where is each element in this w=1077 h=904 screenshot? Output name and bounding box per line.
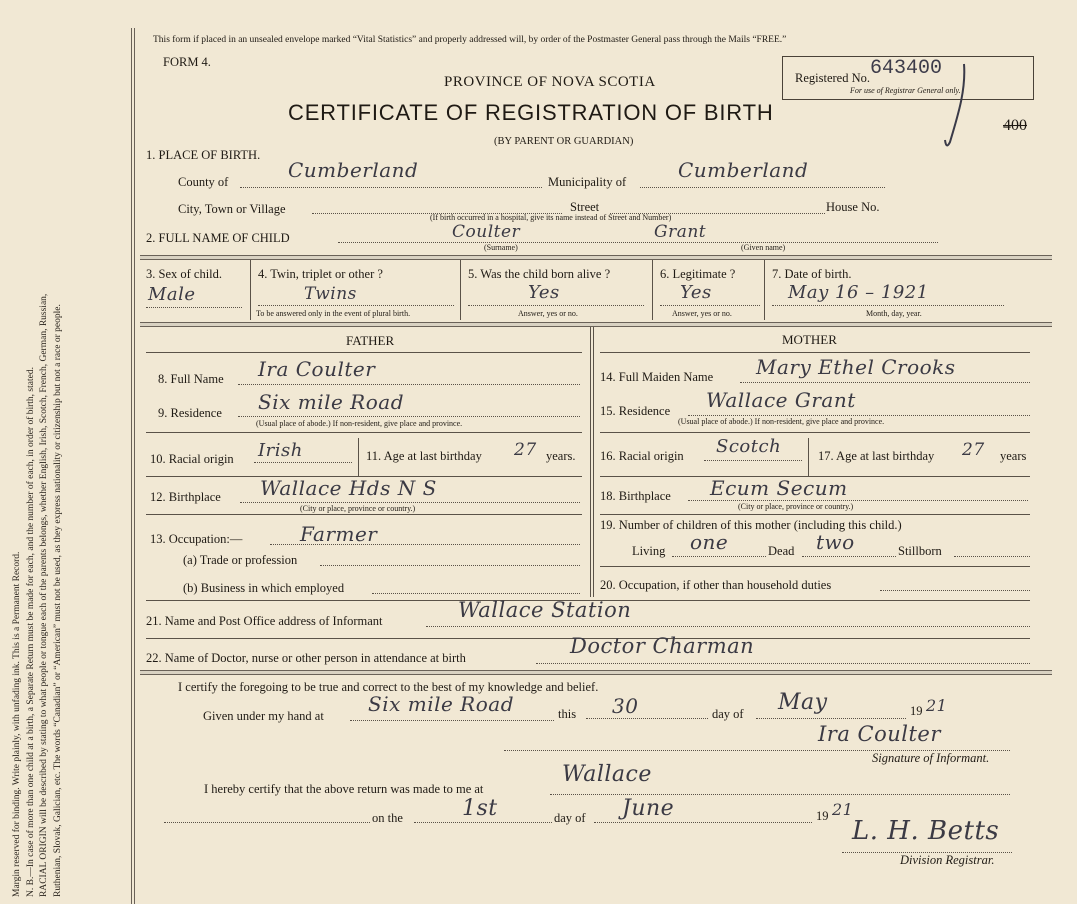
margin-notes [11,77,65,897]
given-name-caption: (Given name) [741,243,786,252]
street-label: Street [570,200,600,214]
born-alive-note: Answer, yes or no. [518,309,578,318]
business-label: (b) Business in which employed [183,581,345,595]
surname-caption: (Surname) [484,243,518,252]
child-surname: Coulter [452,222,521,242]
province-heading: PROVINCE OF NOVA SCOTIA [444,74,656,90]
father-name-label: 8. Full Name [158,372,224,386]
certify-day-of-label: day of [712,707,744,721]
municipality-value: Cumberland [678,158,809,182]
registrar-day-of-label: day of [554,811,586,825]
registrar-note: For use of Registrar General only. [850,86,961,95]
mother-birthplace: Ecum Secum [710,476,848,500]
house-no-label: House No. [826,200,880,214]
registrar-year-prefix: 19 [816,809,829,823]
registered-label: Registered No. [795,71,870,85]
date-of-birth-value: May 16 – 1921 [788,282,929,303]
county-label: County of [178,175,229,189]
dead-value: two [816,530,855,554]
certify-month: May [778,690,828,715]
mother-residence-note: (Usual place of abode.) If non-resident, give place and province. [678,417,885,426]
children-count-label: 19. Number of children of this mother (including this child.) [600,518,902,532]
registrar-place: Wallace [562,762,652,787]
father-racial: Irish [258,440,303,461]
place-of-birth-label: 1. PLACE OF BIRTH. [146,148,261,162]
father-birthplace: Wallace Hds N S [260,476,437,500]
father-birthplace-label: 12. Birthplace [150,490,221,504]
legitimate-label: 6. Legitimate ? [660,267,736,281]
certificate-subtitle: (BY PARENT OR GUARDIAN) [494,136,634,147]
mailing-notice: This form if placed in an unsealed envelope marked “Vital Statistics” and properly addressed will, by order of the Postmaster General pass through the Mails “FREE.” [153,35,787,45]
registrar-day: 1st [462,796,498,821]
this-label: this [558,707,577,721]
registrar-statement: I hereby certify that the above return was made to me at [204,782,484,796]
certify-day: 30 [612,694,639,718]
living-label: Living [632,544,666,558]
mother-birthplace-note: (City or place, province or country.) [738,502,854,511]
born-alive-value: Yes [528,282,560,303]
mother-racial-label: 16. Racial origin [600,449,684,463]
mother-birthplace-label: 18. Birthplace [600,489,671,503]
father-age: 27 [514,440,537,460]
twin-note: To be answered only in the event of plural birth. [256,309,411,318]
mother-occupation-label: 20. Occupation, if other than household duties [600,578,832,592]
born-alive-label: 5. Was the child born alive ? [468,267,611,281]
father-residence-label: 9. Residence [158,406,222,420]
date-of-birth-note: Month, day, year. [866,309,922,318]
doctor-value: Doctor Charman [570,634,755,658]
sex-value: Male [148,284,196,305]
father-age-label: 11. Age at last birthday [366,449,482,463]
doctor-label: 22. Name of Doctor, nurse or other person in attendance at birth [146,651,466,665]
stillborn-label: Stillborn [898,544,942,558]
sex-label: 3. Sex of child. [146,267,223,281]
registrar-month: June [622,796,675,821]
informant-signature-caption: Signature of Informant. [872,751,990,765]
mother-residence: Wallace Grant [706,388,856,412]
father-residence: Six mile Road [258,390,405,414]
given-place: Six mile Road [368,692,515,716]
father-heading: FATHER [346,333,395,348]
date-of-birth-label: 7. Date of birth. [772,267,852,281]
certify-year: 21 [926,696,948,715]
mother-age: 27 [962,440,985,460]
mother-name: Mary Ethel Crooks [756,355,956,379]
registrar-signature: L. H. Betts [852,816,1000,846]
county-value: Cumberland [288,158,419,182]
margin-note-4: Ruthenian, Slovak, Galician, etc. The words “Canadian” or “American” must not be used, as they express nationality or citizenship but not a race or people. [52,304,63,897]
margin-note-3: RACIAL ORIGIN will be described by stating to what people or tongue each of the parents belongs, whether English, Irish, Scotch, French, German, Russian, [39,293,49,897]
father-residence-note: (Usual place of abode.) If non-resident, give place and province. [256,419,463,428]
struck-number: 400 [1003,117,1027,134]
city-label: City, Town or Village [178,202,286,216]
mother-heading: MOTHER [782,332,837,347]
mother-years: years [1000,449,1027,463]
registrar-caption: Division Registrar. [900,853,995,867]
twin-value: Twins [304,284,357,304]
living-value: one [690,530,729,554]
margin-note-1: Margin reserved for binding. Write plainly, with unfading ink. This is a Permanent Record. [12,551,22,897]
certify-year-prefix: 19 [910,704,923,718]
informant-value: Wallace Station [458,598,632,622]
dead-label: Dead [768,544,795,558]
given-under-label: Given under my hand at [203,709,324,723]
certify-statement: I certify the foregoing to be true and correct to the best of my knowledge and belief. [178,680,599,694]
municipality-label: Municipality of [548,175,627,189]
father-birthplace-note: (City or place, province or country.) [300,504,416,513]
registered-number: 643400 [870,57,943,80]
mother-racial: Scotch [716,436,782,457]
father-occupation: Farmer [300,522,378,546]
father-racial-label: 10. Racial origin [150,452,234,466]
registrar-year: 21 [832,800,854,819]
twin-label: 4. Twin, triplet or other ? [258,267,383,281]
form-number: FORM 4. [163,55,211,69]
child-given-name: Grant [654,222,707,242]
on-the-label: on the [372,811,403,825]
father-name: Ira Coulter [258,357,376,381]
legitimate-value: Yes [680,282,712,303]
mother-residence-label: 15. Residence [600,404,671,418]
mother-age-label: 17. Age at last birthday [818,449,935,463]
hospital-note: (If birth occurred in a hospital, give its name instead of Street and Number) [430,213,672,222]
certificate-title: CERTIFICATE OF REGISTRATION OF BIRTH [288,100,774,125]
trade-profession-label: (a) Trade or profession [183,553,298,567]
margin-note-2: N. B.—In case of more than one child at a birth, a Separate Return must be made for each, and the number of each, in order of birth, stated. [25,367,36,897]
registrar-check-mark [936,60,976,150]
father-years: years. [546,449,576,463]
father-occupation-label: 13. Occupation:— [150,532,243,546]
margin-rule-inner [134,28,135,904]
informant-signature: Ira Coulter [818,722,941,746]
informant-label: 21. Name and Post Office address of Informant [146,614,383,628]
legitimate-note: Answer, yes or no. [672,309,732,318]
margin-rule [131,28,132,904]
mother-name-label: 14. Full Maiden Name [600,370,714,384]
child-name-label: 2. FULL NAME OF CHILD [146,231,290,245]
